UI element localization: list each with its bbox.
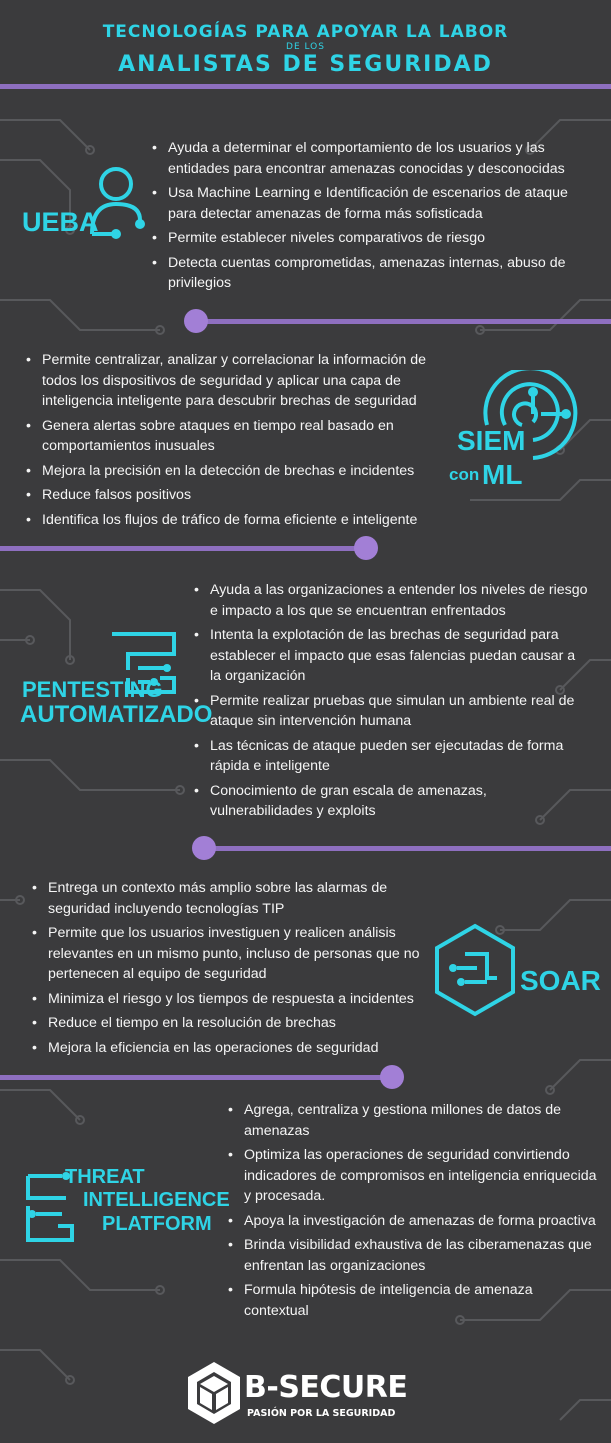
page-title: ANALISTAS DE SEGURIDAD	[118, 52, 493, 77]
siem-ml-label: ML	[482, 459, 523, 490]
soar-bullet-list	[32, 878, 437, 1062]
threat-label: THREAT	[65, 1166, 145, 1188]
list-item: • Mejora la precisión en la detección de brechas e incidentes	[26, 461, 451, 482]
soar-label: SOAR	[520, 965, 601, 996]
list-item: • Brinda visibilidad exhaustiva de las ciberamenazas que enfrentan las organizaciones	[228, 1235, 598, 1276]
automatizado-label: AUTOMATIZADO	[20, 701, 213, 728]
list-item: • Ayuda a las organizaciones a entender los niveles de riesgo e impacto a los que se encuentran enfrentados	[194, 580, 589, 621]
tip-bullet-list	[228, 1100, 598, 1325]
pentesting-bullet-list	[194, 580, 589, 826]
pentesting-label: PENTESTING	[22, 677, 163, 702]
hexagon-circuit-icon	[425, 920, 525, 1020]
list-item: • Permite realizar pruebas que simulan un ambiente real de ataque sin intervención humana	[194, 691, 589, 732]
divider-node	[184, 309, 208, 333]
siem-label: SIEM	[457, 425, 526, 456]
list-item: • Usa Machine Learning e Identificación de escenarios de ataque para detectar amenazas de forma más sofisticada	[152, 183, 597, 224]
section-divider	[196, 319, 611, 324]
title-line-1: TECNOLOGÍAS PARA APOYAR LA LABOR	[102, 22, 509, 42]
cube-hexagon-icon	[185, 1360, 243, 1426]
divider-node	[380, 1065, 404, 1089]
siem-con-label: con	[449, 465, 480, 484]
divider-node	[354, 536, 378, 560]
ueba-label: UEBA	[22, 207, 99, 237]
list-item: • Reduce falsos positivos	[26, 485, 451, 506]
list-item: • Conocimiento de gran escala de amenazas, vulnerabilidades y exploits	[194, 781, 589, 822]
platform-label: PLATFORM	[102, 1213, 212, 1235]
list-item: • Minimiza el riesgo y los tiempos de respuesta a incidentes	[32, 989, 437, 1010]
list-item: • Ayuda a determinar el comportamiento de los usuarios y las entidades para encontrar amenazas conocidas y desconocidas	[152, 138, 597, 179]
section-divider	[0, 546, 366, 551]
list-item: • Detecta cuentas comprometidas, amenazas internas, abuso de privilegios	[152, 253, 597, 294]
list-item: • Mejora la eficiencia en las operaciones de seguridad	[32, 1038, 437, 1059]
list-item: • Formula hipótesis de inteligencia de amenaza contextual	[228, 1280, 598, 1321]
list-item: • Entrega un contexto más amplio sobre las alarmas de seguridad incluyendo tecnologías TIP	[32, 878, 437, 919]
list-item: • Apoya la investigación de amenazas de forma proactiva	[228, 1211, 598, 1232]
list-item: • Agrega, centraliza y gestiona millones de datos de amenazas	[228, 1100, 598, 1141]
section-divider	[204, 846, 611, 851]
list-item: • Optimiza las operaciones de seguridad convirtiendo indicadores de compromisos en inteligencia enriquecida y procesada.	[228, 1145, 598, 1207]
header-divider	[0, 84, 611, 89]
list-item: • Permite establecer niveles comparativos de riesgo	[152, 228, 597, 249]
list-item: • Permite que los usuarios investiguen y realicen análisis relevantes en un mismo punto, incluso de personas que no pertenecen al equipo de seguridad	[32, 923, 437, 985]
list-item: • Las técnicas de ataque pueden ser ejecutadas de forma rápida e inteligente	[194, 736, 589, 777]
ueba-bullet-list	[152, 138, 597, 298]
list-item: • Intenta la explotación de las brechas de seguridad para establecer el impacto que esas falencias puedan causar a la organización	[194, 625, 589, 687]
brand-tagline: PASIÓN POR LA SEGURIDAD	[247, 1408, 396, 1419]
brand-name: B-SECURE	[244, 1370, 408, 1405]
title-line-2: DE LOS	[286, 42, 325, 52]
siem-bullet-list	[26, 350, 451, 534]
section-divider	[0, 1075, 392, 1080]
intelligence-label: INTELLIGENCE	[83, 1189, 230, 1211]
list-item: • Reduce el tiempo en la resolución de brechas	[32, 1013, 437, 1034]
list-item: • Permite centralizar, analizar y correlacionar la información de todos los dispositivos de seguridad y aplicar una capa de inteligencia inteligente para descubrir brechas de seguridad	[26, 350, 451, 412]
divider-node	[192, 836, 216, 860]
list-item: • Genera alertas sobre ataques en tiempo real basado en comportamientos inusuales	[26, 416, 451, 457]
list-item: • Identifica los flujos de tráfico de forma eficiente e inteligente	[26, 510, 451, 531]
